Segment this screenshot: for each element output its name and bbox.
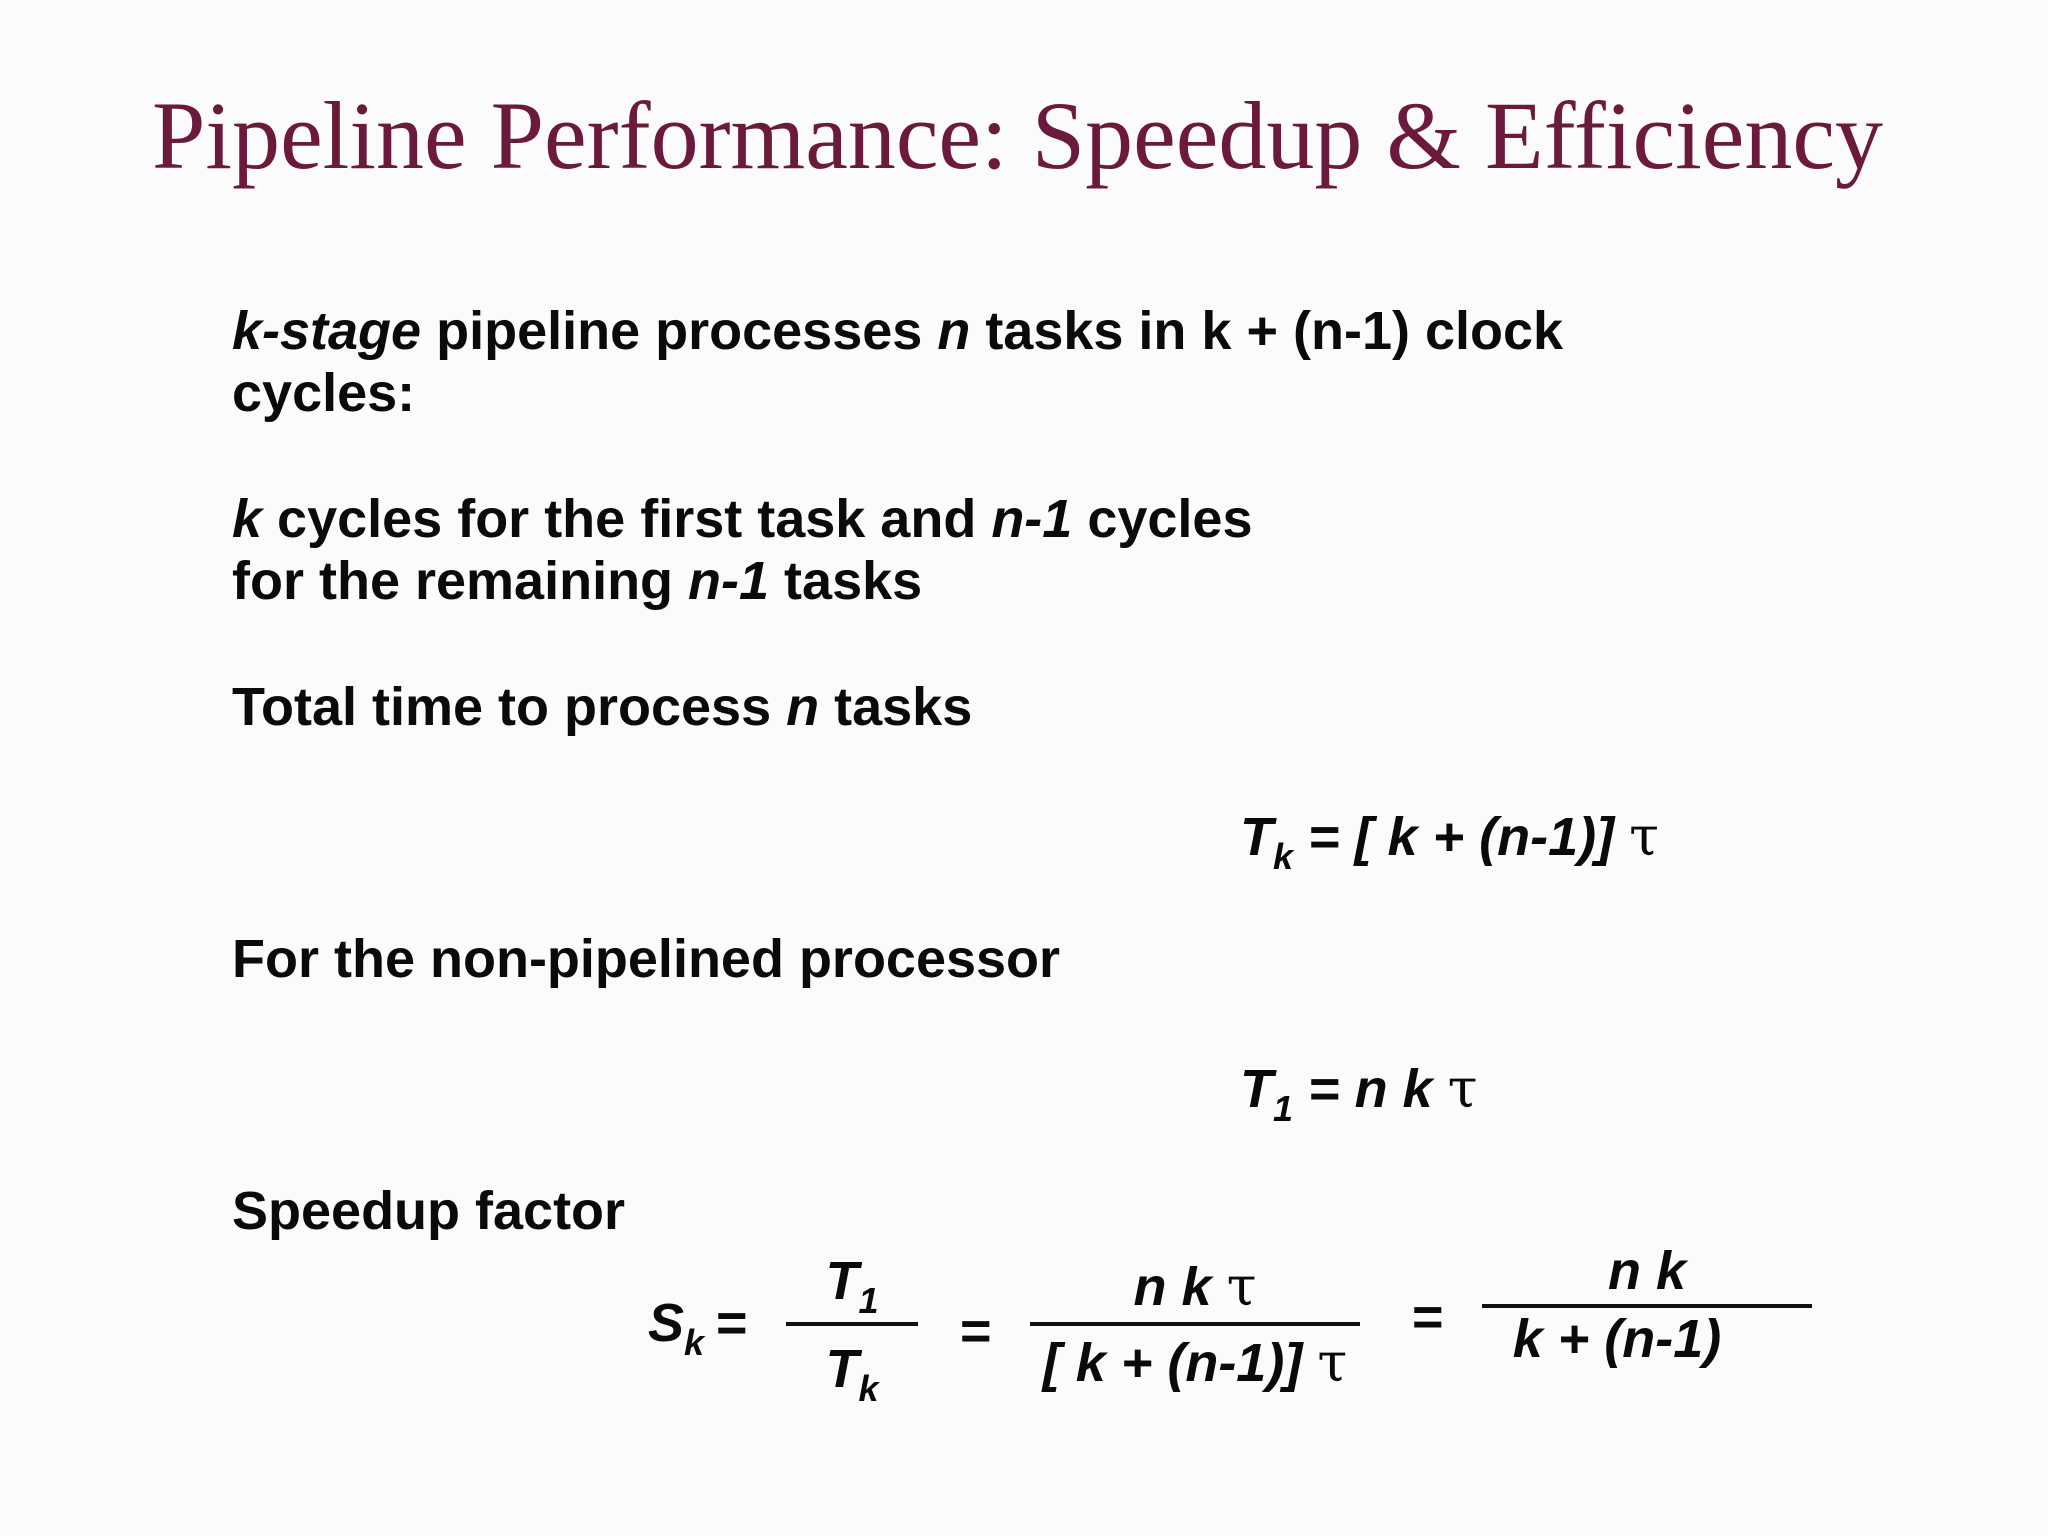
tau-symbol: τ [1629, 805, 1659, 868]
para2-text-d: tasks [769, 551, 923, 611]
s-letter: S [648, 1293, 685, 1353]
t1-expression: = n k [1293, 1059, 1448, 1119]
para1-line2: cycles: [232, 363, 416, 423]
f1-num-sub: 1 [858, 1280, 879, 1321]
f2-num-text: n k [1133, 1257, 1227, 1317]
n-minus-1-var: n-1 [991, 489, 1073, 549]
tk-subscript: k [1273, 836, 1294, 877]
slide-title: Pipeline Performance: Speedup & Efficiency [152, 82, 1883, 189]
fraction3-denominator: k + (n-1) [1512, 1309, 1722, 1369]
k-stage-text: k-stage [232, 301, 422, 361]
para-total-time [232, 676, 972, 738]
para-pipeline-cycles [232, 300, 1563, 424]
para3-text-a: Total time to process [232, 677, 787, 737]
f1-den-sub: k [858, 1368, 879, 1409]
equals-1: = [716, 1293, 748, 1353]
para2-text-a: cycles for the first task and [262, 489, 992, 549]
fraction1-line [786, 1322, 918, 1326]
para2-text-b: cycles [1072, 489, 1253, 549]
para3-text-b: tasks [819, 677, 973, 737]
para1-text-a: pipeline processes [421, 301, 938, 361]
f1-den-t: T [825, 1339, 859, 1399]
equals-2: = [960, 1301, 992, 1361]
f1-num-t: T [825, 1251, 859, 1311]
fraction2-numerator [1030, 1256, 1360, 1318]
fraction2-denominator [1020, 1332, 1370, 1394]
equation-tk [1240, 805, 1659, 877]
n-minus-1-var-2: n-1 [688, 551, 770, 611]
fraction2-line [1030, 1322, 1360, 1326]
n-var: n [937, 301, 971, 361]
equals-3: = [1412, 1287, 1444, 1347]
f2-den-tau: τ [1317, 1331, 1348, 1394]
para1-text-b: tasks in k + (n-1) clock [970, 301, 1564, 361]
para-speedup-factor: Speedup factor [232, 1181, 626, 1241]
t1-subscript: 1 [1273, 1088, 1294, 1129]
n-var-2: n [786, 677, 820, 737]
f2-num-tau: τ [1226, 1255, 1257, 1318]
tau-symbol-2: τ [1447, 1057, 1478, 1120]
equation-t1 [1240, 1057, 1478, 1129]
k-var: k [232, 489, 263, 549]
tk-expression: = [ k + (n-1)] [1293, 807, 1630, 867]
fraction3-numerator: n k [1607, 1241, 1687, 1301]
fraction1-denominator [786, 1338, 918, 1409]
fraction1-numerator [786, 1250, 918, 1321]
para2-text-c: for the remaining [232, 551, 689, 611]
f2-den-text: [ k + (n-1)] [1042, 1333, 1318, 1393]
t1-symbol: T [1240, 1059, 1273, 1119]
tk-symbol: T [1240, 807, 1273, 867]
sk-symbol [648, 1292, 705, 1363]
para-cycles-breakdown [232, 488, 1252, 612]
para-non-pipelined: For the non-pipelined processor [232, 929, 1061, 989]
s-subscript: k [684, 1322, 705, 1363]
